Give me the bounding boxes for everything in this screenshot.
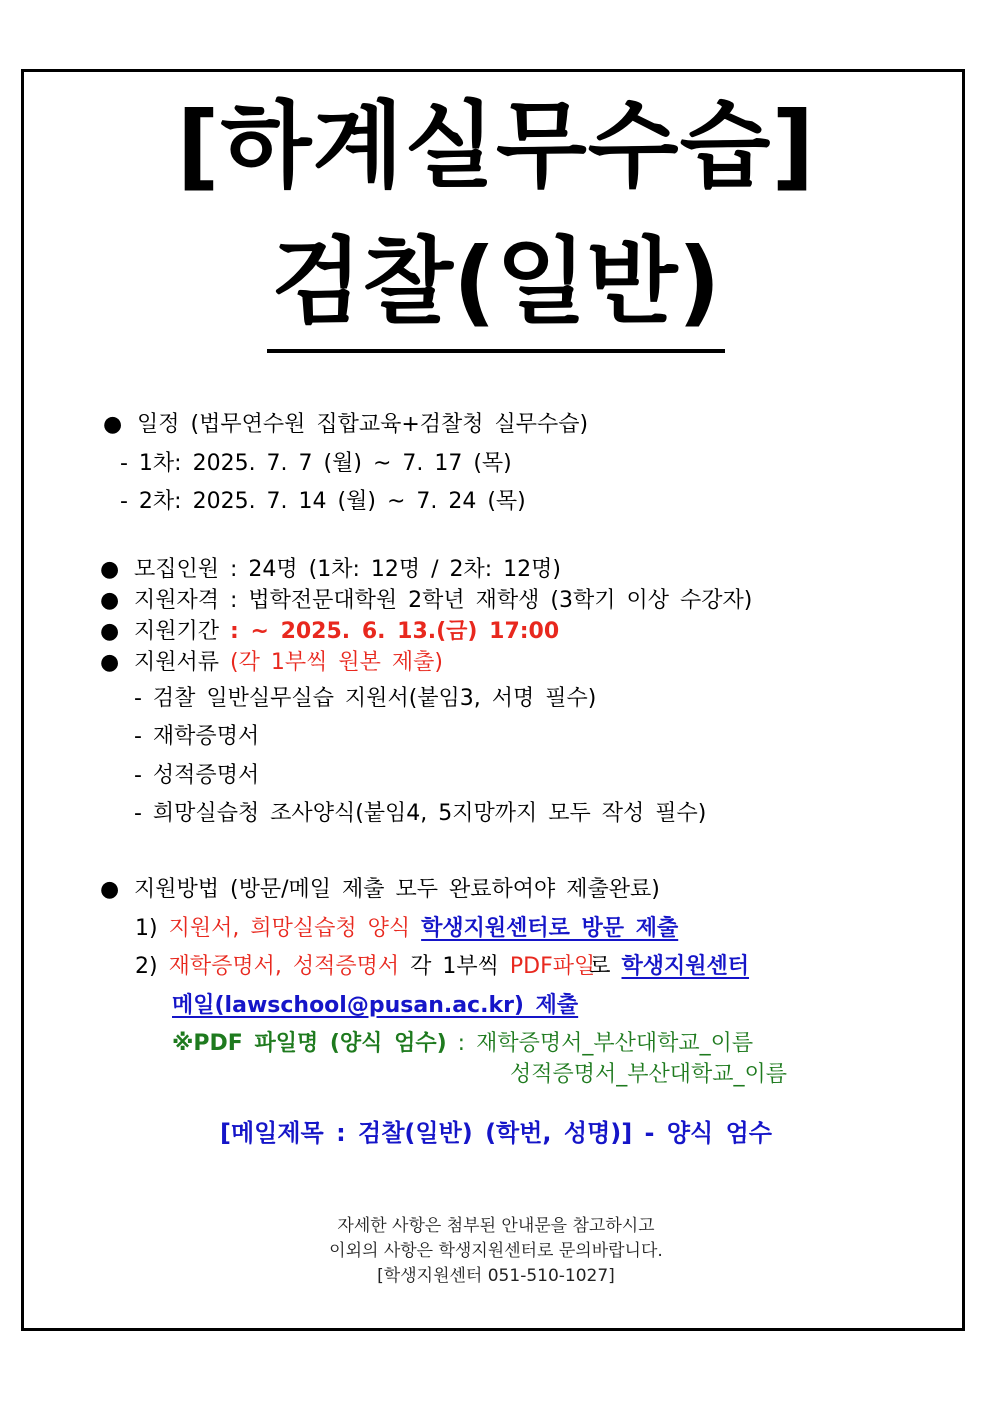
pdf-filename-note (172, 1029, 753, 1059)
step-2-particle: 로 (589, 954, 611, 979)
qualification-section (100, 586, 752, 616)
subtitle-text: 검찰(일반) (267, 223, 724, 353)
document-item: - 희망실습청 조사양식(붙임4, 5지망까지 모두 작성 필수) (134, 801, 707, 826)
pdf-note-label: ※PDF 파일명 (양식 엄수) (172, 1031, 447, 1056)
step-1-visit: 학생지원센터로 방문 제출 (421, 916, 679, 941)
footer-line-1: 자세한 사항은 첨부된 안내문을 참고하시고 (337, 1216, 655, 1236)
method-step-2 (135, 952, 749, 982)
step-2-pdf: PDF파일 (509, 954, 596, 979)
schedule-session-1: - 1차: 2025. 7. 7 (월) ~ 7. 17 (목) (120, 451, 512, 476)
period-value: : ~ 2025. 6. 13.(금) 17:00 (230, 619, 560, 644)
pdf-filename-1: 재학증명서_부산대학교_이름 (476, 1031, 754, 1056)
page-title: [하계실무수습] (176, 92, 816, 201)
step-number: 2) (135, 954, 158, 979)
bullet-icon: ● (100, 588, 120, 613)
document-item: - 검찰 일반실무실습 지원서(붙임3, 서명 필수) (134, 686, 597, 711)
step-2-center: 학생지원센터 (621, 954, 750, 979)
step-1-documents: 지원서, 희망실습청 양식 (168, 916, 411, 941)
bullet-icon: ● (103, 412, 123, 437)
recruit-section (100, 555, 561, 585)
email-address[interactable]: 메일(lawschool@pusan.ac.kr) 제출 (172, 993, 579, 1018)
documents-note: (각 1부씩 원본 제출) (230, 650, 443, 675)
document-item: - 성적증명서 (134, 763, 260, 788)
method-section (100, 875, 660, 905)
method-step-1 (135, 914, 678, 944)
footer-contact: [학생지원센터 051-510-1027] (377, 1266, 615, 1286)
documents-section (100, 648, 443, 678)
bullet-icon: ● (100, 877, 120, 902)
pdf-filename-2: 성적증명서_부산대학교_이름 (510, 1062, 788, 1087)
period-section (100, 617, 559, 647)
mail-subject-rule: [메일제목 : 검찰(일반) (학번, 성명)] - 양식 엄수 (220, 1119, 772, 1147)
method-label: 지원방법 (방문/메일 제출 모두 완료하여야 제출완료) (134, 877, 660, 902)
method-step-2-mail (172, 991, 578, 1021)
page-subtitle (0, 223, 992, 353)
schedule-session-2: - 2차: 2025. 7. 14 (월) ~ 7. 24 (목) (120, 489, 526, 514)
step-number: 1) (135, 916, 158, 941)
bullet-icon: ● (100, 557, 120, 582)
documents-label: 지원서류 (134, 650, 220, 675)
step-2-count: 각 1부씩 (410, 954, 499, 979)
document-item: - 재학증명서 (134, 724, 260, 749)
recruit-label: 모집인원 : 24명 (1차: 12명 / 2차: 12명) (134, 557, 562, 582)
schedule-section (103, 410, 588, 440)
bullet-icon: ● (100, 619, 120, 644)
qualification-label: 지원자격 : 법학전문대학원 2학년 재학생 (3학기 이상 수강자) (134, 588, 753, 613)
bullet-icon: ● (100, 650, 120, 675)
pdf-note-colon: : (457, 1031, 466, 1056)
schedule-label: 일정 (법무연수원 집합교육+검찰청 실무수습) (137, 412, 589, 437)
period-label: 지원기간 (134, 619, 220, 644)
footer-line-2: 이외의 사항은 학생지원센터로 문의바랍니다. (329, 1241, 663, 1261)
step-2-documents: 재학증명서, 성적증명서 (168, 954, 400, 979)
